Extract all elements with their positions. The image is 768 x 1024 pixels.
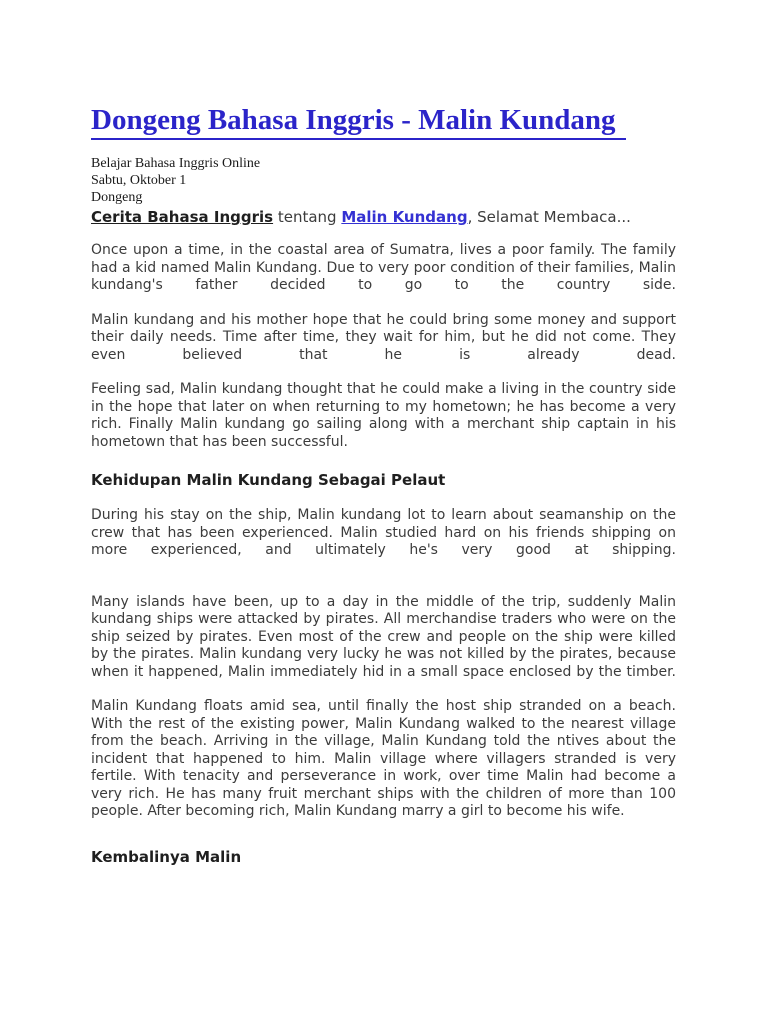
cerita-bahasa-inggris-link[interactable]: Cerita Bahasa Inggris bbox=[91, 208, 274, 226]
paragraph-once-upon-a-time: Once upon a time, in the coastal area of Sumatra, lives a poor family. The family had a kid named Malin Kundang. Due to very poor condition of their families, Malin kundang's father decided to go to the country side. bbox=[91, 242, 676, 293]
malin-kundang-link[interactable]: Malin Kundang bbox=[341, 208, 468, 226]
paragraph-pirates-attack: Many islands have been, up to a day in the middle of the trip, suddenly Malin kundang ships were attacked by pirates. All merchandise traders who were on the ship seized by pirates. Even most of the crew and people on the ship were killed by the pirates. Malin kundang very lucky he was not killed by the pirates, because when it happened, Malin immediately hid in a small space enclosed by the timber. bbox=[91, 593, 676, 680]
subtitle-middle-text: tentang bbox=[273, 208, 342, 226]
page-title bbox=[91, 104, 676, 140]
paragraph-stay-on-ship: During his stay on the ship, Malin kundang lot to learn about seamanship on the crew that has been experienced. Malin studied hard on his friends shipping on more experienced, and ultimately he's very good at shipping. bbox=[91, 507, 676, 558]
paragraph-mother-hope: Malin kundang and his mother hope that he could bring some money and support their daily needs. Time after time, they wait for him, but he did not come. They even believed that he is already dead. bbox=[91, 311, 676, 363]
subtitle-tail-text: , Selamat Membaca... bbox=[467, 208, 631, 226]
title-link[interactable]: Dongeng Bahasa Inggris - Malin Kundang bbox=[91, 104, 626, 140]
heading-kehidupan-pelaut: Kehidupan Malin Kundang Sebagai Pelaut bbox=[91, 471, 446, 489]
paragraph-floats-amid-sea: Malin Kundang floats amid sea, until finally the host ship stranded on a beach. With the rest of the existing power, Malin Kundang walked to the nearest village from the beach. Arriving in the village, Malin Kundang told the ntives about the incident that happened to him. Malin village where villagers stranded is very fertile. With tenacity and perseverance in work, over time Malin had become a very rich. He has many fruit merchant ships with the children of more than 100 people. After becoming rich, Malin Kundang marry a girl to become his wife. bbox=[91, 698, 676, 819]
paragraph-feeling-sad: Feeling sad, Malin kundang thought that he could make a living in the country side in the hope that later on when returning to my hometown; he has become a very rich. Finally Malin kundang go sailing along with a merchant ship captain in his hometown that has been successful. bbox=[91, 381, 676, 450]
post-meta bbox=[91, 155, 676, 206]
meta-blog-name: Belajar Bahasa Inggris Online bbox=[91, 156, 261, 171]
meta-category: Dongeng bbox=[91, 190, 143, 205]
heading-kembalinya-malin: Kembalinya Malin bbox=[91, 847, 242, 866]
subtitle-line bbox=[91, 208, 676, 227]
story-body bbox=[91, 242, 676, 866]
meta-date: Sabtu, Oktober 1 bbox=[91, 173, 187, 188]
